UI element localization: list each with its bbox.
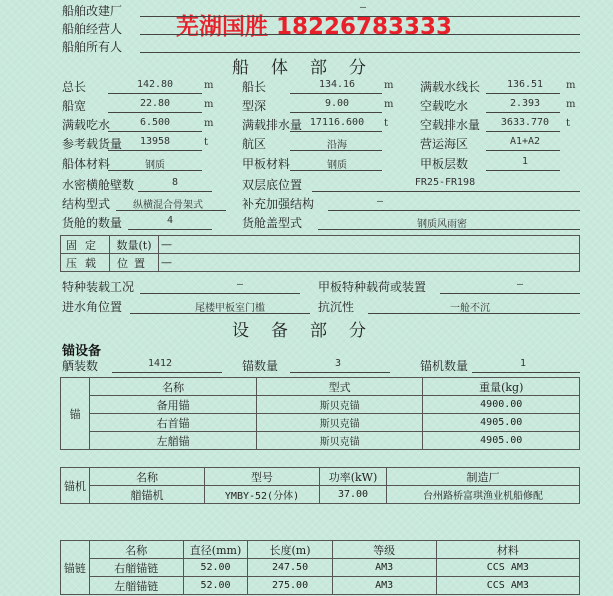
hull-field-label: 船宽: [62, 99, 87, 113]
anchors-cell: 4900.00: [423, 396, 580, 414]
chains-cell: AM3: [332, 559, 436, 577]
chains-cell: CCS AM3: [436, 559, 579, 577]
windlass-cell: 37.00: [320, 486, 387, 504]
hull-section-title: 船体部分: [232, 58, 388, 78]
anchors-table: [60, 377, 580, 450]
sink-label: 抗沉性: [318, 300, 355, 314]
extra-structure-value: —: [376, 196, 384, 207]
hull-field-label: 满载吃水: [62, 118, 111, 132]
extra-structure-label: 补充加强结构: [242, 197, 315, 211]
hull-field-value: 钢质: [145, 160, 165, 171]
anchors-header-cell: 重量(kg): [423, 378, 580, 396]
anchors-side-label: 锚: [61, 378, 90, 450]
ballast-press-label: 压载: [61, 254, 110, 272]
hull-field-unit: m: [204, 118, 214, 129]
double-bottom-label: 双层底位置: [242, 178, 303, 192]
hull-field-label: 空载吃水: [420, 99, 469, 113]
flood-value: 尾楼甲板室门槛: [195, 303, 265, 314]
bulkheads-value: 8: [171, 177, 179, 188]
hull-field-value: 2.393: [509, 98, 541, 109]
windlass-count-value: 1: [519, 358, 527, 369]
holds-label: 货舱的数量: [62, 216, 123, 230]
anchor-count-value: 3: [334, 358, 342, 369]
hull-field-unit: t: [204, 137, 209, 148]
chains-header-cell: 名称: [89, 541, 183, 559]
chains-table: [60, 540, 580, 595]
hull-field-label: 满载水线长: [420, 80, 481, 94]
windlass-header-cell: 功率(kW): [320, 468, 387, 486]
hull-field-value: 13958: [139, 136, 171, 147]
chains-cell: 52.00: [183, 559, 248, 577]
anchors-cell: 4905.00: [423, 432, 580, 450]
hull-field-value: 3633.770: [500, 117, 550, 128]
windlass-table: [60, 467, 580, 504]
anchors-cell: 斯贝克锚: [256, 396, 423, 414]
ballast-pos-label: 位置: [110, 254, 159, 272]
ballast-table: [60, 235, 580, 272]
windlass-cell: 台州路桥富琪渔业机船修配: [387, 486, 580, 504]
windlass-side-label: 锚机: [61, 468, 90, 504]
anchors-cell: 备用锚: [90, 396, 257, 414]
hull-field-label: 甲板层数: [420, 157, 469, 171]
hull-field-unit: m: [384, 80, 394, 91]
chains-cell: CCS AM3: [436, 577, 579, 595]
windlass-count-label: 锚机数量: [420, 359, 469, 373]
special-equipment-value: —: [236, 279, 244, 290]
anchors-cell: 4905.00: [423, 414, 580, 432]
hull-field-unit: m: [204, 80, 214, 91]
hull-field-value: 136.51: [506, 79, 544, 90]
hull-field-unit: m: [204, 99, 214, 110]
chains-cell: 275.00: [248, 577, 332, 595]
rebuilder-value: —: [360, 2, 367, 13]
holds-value: 4: [166, 215, 174, 226]
chains-header-cell: 长度(m): [248, 541, 332, 559]
deck-load-label: 甲板特种载荷或装置: [318, 280, 427, 294]
hull-field-label: 船体材料: [62, 157, 111, 171]
watermark-text: 芜湖国胜 18226783333: [176, 14, 453, 40]
windlass-header-cell: 名称: [90, 468, 205, 486]
anchors-header-cell: 型式: [256, 378, 423, 396]
hull-field-value: 22.80: [139, 98, 171, 109]
operator-label: 船舶经营人: [62, 22, 123, 36]
owner-label: 船舶所有人: [62, 40, 123, 54]
hull-field-label: 航区: [242, 137, 267, 151]
hull-field-value: 6.500: [139, 117, 171, 128]
hull-field-unit: t: [566, 118, 571, 129]
chains-side-label: 锚链: [61, 541, 90, 595]
anchor-equipment-title: 锚设备: [62, 344, 102, 359]
anchors-cell: 右首锚: [90, 414, 257, 432]
hull-field-label: 参考载货量: [62, 137, 123, 151]
hull-field-label: 满载排水量: [242, 118, 303, 132]
hatch-label: 货舱盖型式: [242, 216, 303, 230]
ballast-qty-value: —: [159, 236, 580, 254]
rebuilder-label: 船舶改建厂: [62, 4, 123, 18]
chains-cell: 左艏锚链: [89, 577, 183, 595]
hull-field-value: 1: [521, 156, 529, 167]
windlass-cell: 艏锚机: [90, 486, 205, 504]
chains-header-cell: 直径(mm): [183, 541, 248, 559]
hull-field-value: A1+A2: [509, 136, 541, 147]
table-row: [61, 432, 580, 450]
equipment-section-title: 设备部分: [232, 321, 388, 341]
table-row: [61, 559, 580, 577]
hull-field-value: 9.00: [324, 98, 350, 109]
hull-field-unit: m: [566, 99, 576, 110]
deck-load-value: —: [516, 279, 524, 290]
hull-field-unit: t: [384, 118, 389, 129]
anchor-count-label: 锚数量: [242, 359, 279, 373]
bulkheads-label: 水密横舱壁数: [62, 178, 135, 192]
ballast-fixed-label: 固定: [61, 236, 110, 254]
hull-field-value: 17116.600: [309, 117, 365, 128]
structure-value: 纵横混合骨架式: [133, 200, 203, 211]
hull-field-value: 沿海: [327, 140, 347, 151]
anchors-header-cell: 名称: [90, 378, 257, 396]
chains-cell: 247.50: [248, 559, 332, 577]
hull-field-unit: m: [384, 99, 394, 110]
hatch-value: 钢质风雨密: [417, 219, 467, 230]
structure-label: 结构型式: [62, 197, 111, 211]
outfit-label: 舾装数: [62, 359, 99, 373]
hull-field-value: 142.80: [136, 79, 174, 90]
ballast-pos-value: —: [159, 254, 580, 272]
table-row: [61, 486, 580, 504]
table-row: [61, 396, 580, 414]
table-row: [61, 577, 580, 595]
hull-field-label: 甲板材料: [242, 157, 291, 171]
ballast-qty-label: 数量(t): [110, 236, 159, 254]
hull-field-value: 钢质: [327, 160, 347, 171]
chains-header-cell: 材料: [436, 541, 579, 559]
sink-value: 一舱不沉: [450, 303, 490, 314]
hull-field-label: 营运海区: [420, 137, 469, 151]
hull-field-label: 船长: [242, 80, 267, 94]
windlass-cell: YMBY-52(分体): [205, 486, 320, 504]
hull-field-label: 型深: [242, 99, 267, 113]
windlass-header-cell: 制造厂: [387, 468, 580, 486]
chains-cell: 52.00: [183, 577, 248, 595]
anchors-cell: 左艏锚: [90, 432, 257, 450]
chains-cell: AM3: [332, 577, 436, 595]
anchors-cell: 斯贝克锚: [256, 432, 423, 450]
double-bottom-value: FR25-FR198: [414, 177, 476, 188]
flood-label: 进水角位置: [62, 300, 123, 314]
hull-field-label: 总长: [62, 80, 87, 94]
hull-field-value: 134.16: [318, 79, 356, 90]
chains-header-cell: 等级: [332, 541, 436, 559]
anchors-cell: 斯贝克锚: [256, 414, 423, 432]
chains-cell: 右艏锚链: [89, 559, 183, 577]
windlass-header-cell: 型号: [205, 468, 320, 486]
outfit-value: 1412: [147, 358, 173, 369]
special-equipment-label: 特种装载工况: [62, 280, 135, 294]
hull-field-label: 空载排水量: [420, 118, 481, 132]
table-row: [61, 414, 580, 432]
hull-field-unit: m: [566, 80, 576, 91]
